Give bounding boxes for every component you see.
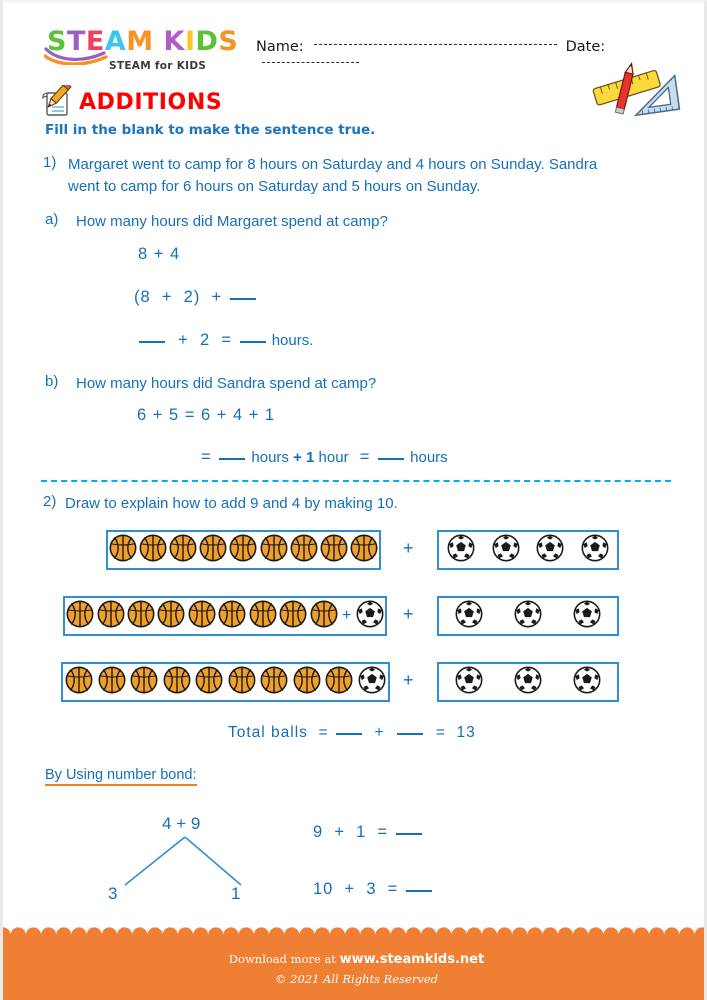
number-bond-side-eq-2 <box>313 880 434 899</box>
basketball-icon <box>218 600 246 633</box>
logo-letter-2: E <box>85 26 105 57</box>
number-bond-branches <box>73 807 273 897</box>
inner-plus-sign: + <box>342 607 352 624</box>
section-divider <box>41 480 671 482</box>
ball-row-2-left-box <box>63 596 387 636</box>
q1b-line-2 <box>201 448 448 467</box>
logo-letter-8: D <box>195 26 219 57</box>
q1a-question: How many hours did Margaret spend at camp? <box>76 213 388 230</box>
basketball-icon <box>109 534 137 567</box>
q2-total-plus: + <box>363 724 396 741</box>
ball-row-1-operator: + <box>403 538 414 558</box>
logo-tagline: STEAM for KIDS <box>109 60 207 72</box>
basketball-icon <box>260 534 288 567</box>
basketball-icon <box>163 666 191 699</box>
worksheet-instruction: Fill in the blank to make the sentence true. <box>45 122 376 138</box>
q1-number: 1) <box>43 154 57 171</box>
basketball-icon <box>228 666 256 699</box>
ruler-pencil-triangle-icon <box>586 60 686 122</box>
number-bond-right-leaf: 1 <box>231 884 241 903</box>
footer-site-link[interactable]: www.steamkids.net <box>339 952 485 967</box>
q1b-eq1-text: 6 + 5 = 6 + 4 + 1 <box>137 406 276 424</box>
q1b-question: How many hours did Sandra spend at camp? <box>76 375 377 392</box>
q1b-eq2-c: = <box>348 448 376 466</box>
nb-eq1-blank[interactable] <box>396 833 422 835</box>
q1a-blank-3[interactable] <box>240 341 266 343</box>
q1a-line-2 <box>134 288 258 307</box>
logo-letter-4: M <box>126 26 154 57</box>
scallop-edge <box>3 927 707 941</box>
basketball-icon <box>249 600 277 633</box>
q2-total-label: Total balls = <box>228 724 334 741</box>
logo-letter-0: S <box>47 26 67 57</box>
ball-row-1-right-box <box>437 530 619 570</box>
basketball-icon <box>310 600 338 633</box>
footer-download-prefix: Download more at <box>228 952 336 966</box>
page-title: ADDITIONS <box>79 89 223 115</box>
basketball-icon <box>188 600 216 633</box>
soccerball-icon <box>514 666 542 699</box>
basketball-icon <box>130 666 158 699</box>
nb-eq2-text: 10 + 3 = <box>313 880 404 898</box>
q1b-line-1 <box>137 406 275 425</box>
ball-row-3-left-box <box>61 662 390 702</box>
basketball-icon <box>157 600 185 633</box>
basketball-icon <box>169 534 197 567</box>
q2-total-value: 13 <box>456 724 476 741</box>
q1b-blank-1[interactable] <box>219 458 245 460</box>
q1-prompt-line2: went to camp for 6 hours on Saturday and 5 hours on Sunday. <box>68 178 481 195</box>
q2-number: 2) <box>43 493 57 510</box>
q1a-eq3-mid: + 2 = <box>167 331 238 349</box>
q1a-eq1-text: 8 + 4 <box>138 245 181 263</box>
number-bond-label: By Using number bond: <box>45 767 197 786</box>
q2-total-eq: = <box>425 724 457 741</box>
soccerball-icon <box>536 534 564 567</box>
basketball-icon <box>66 600 94 633</box>
name-input[interactable] <box>314 44 557 45</box>
name-label: Name: <box>256 38 304 55</box>
ball-row-2-right-box <box>437 596 619 636</box>
q1a-eq3-unit: hours. <box>267 332 314 349</box>
basketball-icon <box>290 534 318 567</box>
logo-letter-7: I <box>184 26 196 57</box>
q1a-letter: a) <box>45 211 59 228</box>
basketball-icon <box>98 666 126 699</box>
ball-row-3-right-box <box>437 662 619 702</box>
q1b-eq2-a: = <box>201 448 218 466</box>
steam-kids-logo <box>47 28 238 72</box>
logo-letter-1: T <box>66 26 86 57</box>
q1a-blank-2[interactable] <box>139 341 165 343</box>
q1b-blank-2[interactable] <box>378 458 404 460</box>
soccerball-icon <box>573 600 601 633</box>
soccerball-icon <box>358 666 386 699</box>
q1a-line-3 <box>137 331 313 350</box>
nb-eq1-text: 9 + 1 = <box>313 823 394 841</box>
basketball-icon <box>199 534 227 567</box>
q1a-line-1 <box>138 245 180 264</box>
logo-letter-9: S <box>218 26 239 57</box>
soccerball-icon <box>447 534 475 567</box>
logo-swoosh-icon <box>44 45 108 65</box>
number-bond-top: 4 + 9 <box>162 814 201 833</box>
basketball-icon <box>127 600 155 633</box>
date-input[interactable] <box>262 62 359 63</box>
q1a-blank-1[interactable] <box>230 298 256 300</box>
soccerball-icon <box>492 534 520 567</box>
ball-row-2-operator: + <box>403 604 414 624</box>
basketball-icon <box>325 666 353 699</box>
q2-prompt: Draw to explain how to add 9 and 4 by making 10. <box>65 495 398 512</box>
q2-total-blank-1[interactable] <box>336 733 362 735</box>
number-bond-left-leaf: 3 <box>108 884 118 903</box>
worksheet-title-row <box>39 85 222 119</box>
basketball-icon <box>279 600 307 633</box>
q1b-eq2-d: hours <box>405 449 448 466</box>
nb-eq2-blank[interactable] <box>406 890 432 892</box>
soccerball-icon <box>573 666 601 699</box>
basketball-icon <box>320 534 348 567</box>
basketball-icon <box>350 534 378 567</box>
basketball-icon <box>97 600 125 633</box>
ball-row-3-operator: + <box>403 670 414 690</box>
logo-letter-6: K <box>163 26 185 57</box>
logo-letter-5 <box>154 28 164 55</box>
date-label: Date: <box>565 38 606 55</box>
q1b-letter: b) <box>45 373 59 390</box>
basketball-icon <box>65 666 93 699</box>
number-bond-side-eq-1 <box>313 823 424 842</box>
logo-letter-3: A <box>104 26 127 57</box>
soccerball-icon <box>356 600 384 633</box>
page-header <box>3 2 707 82</box>
page-footer <box>3 938 707 1000</box>
soccerball-icon <box>455 666 483 699</box>
q1a-eq2-text: (8 + 2) + <box>134 288 228 306</box>
q2-total-line <box>228 724 476 742</box>
basketball-icon <box>139 534 167 567</box>
basketball-icon <box>260 666 288 699</box>
footer-copyright: © 2021 All Rights Reserved <box>274 972 438 986</box>
soccerball-icon <box>514 600 542 633</box>
basketball-icon <box>195 666 223 699</box>
basketball-icon <box>293 666 321 699</box>
pencil-paper-icon <box>39 85 73 119</box>
q2-total-blank-2[interactable] <box>397 733 423 735</box>
basketball-icon <box>229 534 257 567</box>
footer-download-line <box>3 952 707 967</box>
soccerball-icon <box>581 534 609 567</box>
ball-row-1-left-box <box>106 530 381 570</box>
soccerball-icon <box>455 600 483 633</box>
q1b-eq2-b: hours + 1 hour <box>247 449 349 466</box>
q1-prompt-line1: Margaret went to camp for 8 hours on Saturday and 4 hours on Sunday. Sandra <box>68 156 598 173</box>
